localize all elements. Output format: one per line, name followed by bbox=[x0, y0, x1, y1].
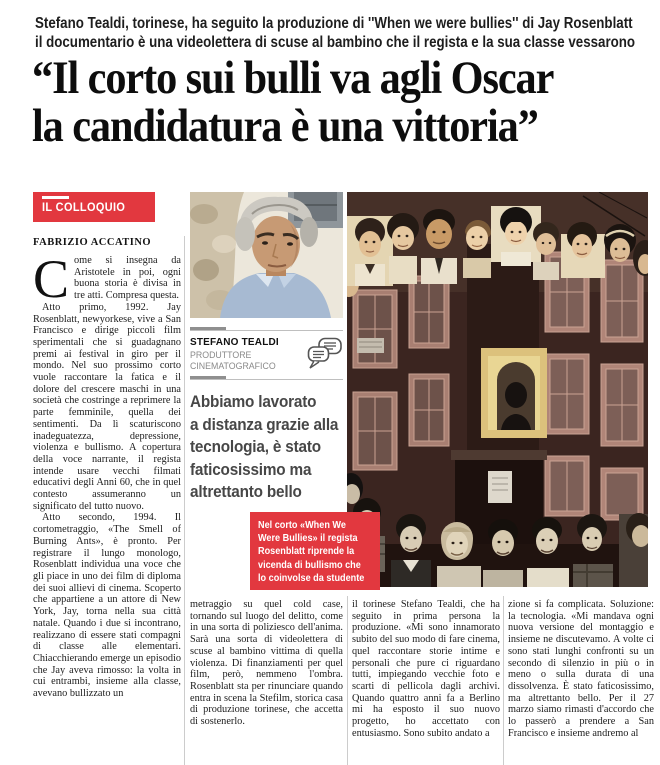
portrait-role-line-2: CINEMATOGRAFICO bbox=[190, 360, 276, 371]
article-column-3 bbox=[352, 599, 500, 765]
pull-quote-line: altrettanto bello bbox=[190, 482, 302, 501]
column-divider bbox=[347, 596, 348, 765]
article-column-1 bbox=[33, 255, 181, 765]
caption-rule-tick bbox=[190, 327, 226, 330]
portrait-role-line-1: PRODUTTORE bbox=[190, 350, 252, 360]
kicker-dash-icon bbox=[42, 196, 69, 199]
byline: FABRIZIO ACCATINO bbox=[33, 237, 152, 248]
paragraph: Atto primo, 1992. Jay Rosenblatt, newyorkese, vive a San Francisco e dirige piccoli film sperimentali che si guadagnano premi ai festival in giro per il mondo. Nel suo prossimo corto vuole raccontare la fatica e il dolore del crescere maschi in una società che costringe a reprimere la parte femminile, quella dei sentimenti. Da lì scaturiscono inadeguatezza, depressione, violenza e bullismo. A copertura della voce narrante, il regista intende usare vecchi filmati educativi degli Anni 60, che in quel contesto assumeranno un significato del tutto nuovo. bbox=[33, 301, 181, 512]
photo-caption-line: vicenda di bullismo che bbox=[258, 559, 361, 571]
caption-rule-bottom bbox=[190, 379, 343, 380]
speech-bubbles-icon bbox=[307, 337, 343, 369]
pull-quote bbox=[190, 391, 343, 504]
paragraph: il torinese Stefano Tealdi, che ha seguito in prima persona la produzione. «Mi sono innamorato subito del suo modo di fare cinema, quel raccontare storie intime e personali che pure ci riguardano tutti, impiegando vecchie foto e scarti di pellicola dagli archivi. Quando quattro anni fa a Berlino mi ha esposto il suo nuovo progetto, ho accettato con entusiasmo. Sono subito andato a bbox=[352, 599, 500, 739]
photo-caption-line: Rosenblatt riprende la bbox=[258, 546, 355, 558]
pull-quote-line: faticosissimo ma bbox=[190, 459, 312, 479]
standfirst-line-2: il documentario è una videolettera di scuse al bambino che il regista e la sua classe vessarono bbox=[35, 34, 636, 51]
standfirst bbox=[35, 14, 660, 52]
photo-caption-line: lo coinvolse da studente bbox=[258, 572, 365, 584]
paragraph: Come si insegna da Aristotele in poi, ogni buona storia è divisa in tre atti. Compresa questa. bbox=[33, 255, 181, 309]
when-we-were-bullies-photo bbox=[347, 192, 648, 587]
paragraph: metraggio su quel cold case, tornando sul luogo del delitto, come in una sorta di poliziesco dell'anima. Sarà una sorta di videolettera di scuse al bambino vittima di quella violenza. Di finanziamenti per quel film, però, nemmeno l'ombra. Rosenblatt sta per rinunciare quando entra in scena la Stefilm, storica casa di produzione torinese, che accetta di sostenerlo. bbox=[190, 599, 343, 728]
pull-quote-line: tecnologia, è stato bbox=[190, 437, 321, 456]
pull-quote-line: Abbiamo lavorato bbox=[190, 392, 317, 411]
paragraph: Atto secondo, 1994. Il cortometraggio, «The Smell of Burning Ants», è pronto. Per registrare il lungo monologo, Rosenblatt individua una voce che gli piace in uno dei film di diploma dei suoi allievi di cinema. Scoperto che appartiene a un attore di New York, Jay, torna nella sua città natale. Quando i due si incontrano, realizzano di essere stati compagni di classe alle elementari. Chiacchierando emerge un episodio che Jay aveva rimosso: la volta in cui entrambi, insieme alla classe, avevano bullizzato un bbox=[33, 512, 181, 700]
column-divider bbox=[503, 596, 504, 765]
photo-caption-line: Were Bullies» il regista bbox=[258, 533, 358, 545]
headline-line-2: la candidatura è una vittoria” bbox=[32, 100, 538, 152]
article-column-2 bbox=[190, 599, 343, 765]
pull-quote-line: a distanza grazie alla bbox=[190, 414, 339, 434]
stefano-tealdi-photo bbox=[190, 192, 343, 318]
paragraph: zione si fa complicata. Soluzione: la tecnologia. «Mi mandava ogni nuova versione del montaggio e insieme ne discutevamo. A volte ci sono stati lunghi confronti su un secondo di silenzio in più o in meno o sulla durata di una dissolvenza. È stato faticosissimo, ma altrettanto bello. Per il 27 marzo siamo rimasti d'accordo che lo passerò a prendere a San Francisco e insieme andremo al bbox=[508, 599, 654, 739]
caption-rule-top bbox=[190, 330, 343, 331]
article-column-4 bbox=[508, 599, 654, 765]
section-kicker bbox=[33, 192, 155, 222]
headline-line-1: “Il corto sui bulli va agli Oscar bbox=[32, 52, 554, 104]
photo-caption-line: Nel corto «When We bbox=[258, 520, 346, 531]
standfirst-line-1: Stefano Tealdi, torinese, ha seguito la produzione di ''When we were bullies'' di Jay Rosenblatt bbox=[35, 15, 633, 32]
headline bbox=[32, 54, 611, 150]
portrait-name: STEFANO TEALDI bbox=[190, 337, 279, 348]
column-divider bbox=[184, 236, 185, 765]
portrait-caption-block bbox=[190, 330, 343, 380]
drop-cap: C bbox=[33, 255, 70, 309]
caption-rule-tick bbox=[190, 376, 226, 379]
kicker-label: IL COLLOQUIO bbox=[42, 202, 126, 214]
photo-caption-box bbox=[250, 512, 380, 590]
